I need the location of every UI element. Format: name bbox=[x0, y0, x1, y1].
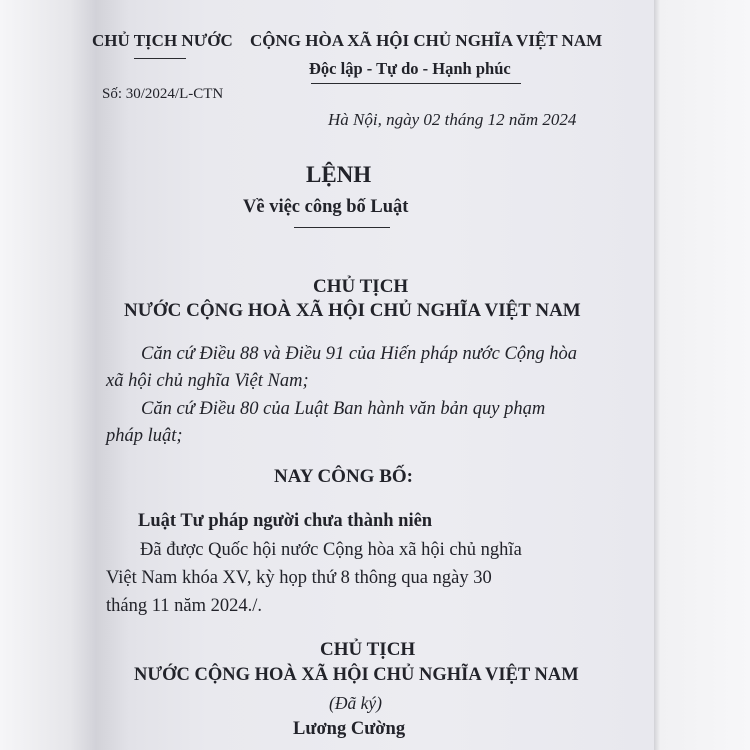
document-page bbox=[92, 0, 654, 750]
subtitle-underline bbox=[294, 227, 390, 228]
background-left bbox=[0, 0, 100, 750]
issuer-label: CHỦ TỊCH NƯỚC bbox=[92, 31, 233, 50]
background-right bbox=[650, 0, 750, 750]
document-subtitle: Về việc công bố Luật bbox=[243, 197, 409, 217]
basis-line-2: xã hội chủ nghĩa Việt Nam; bbox=[106, 371, 309, 391]
basis-line-1: Căn cứ Điều 88 và Điều 91 của Hiến pháp nước Cộng hòa bbox=[141, 344, 577, 364]
motto-underline bbox=[311, 83, 521, 84]
place-date: Hà Nội, ngày 02 tháng 12 năm 2024 bbox=[328, 110, 577, 129]
signature-office: NƯỚC CỘNG HOÀ XÃ HỘI CHỦ NGHĨA VIỆT NAM bbox=[134, 665, 579, 685]
signer-name: Lương Cường bbox=[293, 719, 406, 739]
motto: Độc lập - Tự do - Hạnh phúc bbox=[309, 59, 511, 78]
state-name: CỘNG HÒA XÃ HỘI CHỦ NGHĨA VIỆT NAM bbox=[250, 31, 603, 50]
signed-note: (Đã ký) bbox=[329, 693, 382, 713]
document-title: LỆNH bbox=[306, 162, 372, 187]
signature-title: CHỦ TỊCH bbox=[320, 639, 416, 660]
body-line-1: Đã được Quốc hội nước Cộng hòa xã hội chủ nghĩa bbox=[140, 540, 522, 560]
document-number: Số: 30/2024/L-CTN bbox=[102, 86, 224, 102]
basis-line-3: Căn cứ Điều 80 của Luật Ban hành văn bản quy phạm bbox=[141, 399, 546, 419]
issuer-underline bbox=[134, 58, 186, 59]
authority-title: CHỦ TỊCH bbox=[313, 276, 409, 297]
law-title: Luật Tư pháp người chưa thành niên bbox=[138, 511, 433, 531]
announce-heading: NAY CÔNG BỐ: bbox=[274, 466, 413, 487]
body-line-2: Việt Nam khóa XV, kỳ họp thứ 8 thông qua ngày 30 bbox=[106, 568, 492, 588]
authority-name: NƯỚC CỘNG HOÀ XÃ HỘI CHỦ NGHĨA VIỆT NAM bbox=[124, 300, 581, 321]
basis-line-4: pháp luật; bbox=[106, 426, 183, 446]
body-line-3: tháng 11 năm 2024./. bbox=[106, 596, 263, 616]
